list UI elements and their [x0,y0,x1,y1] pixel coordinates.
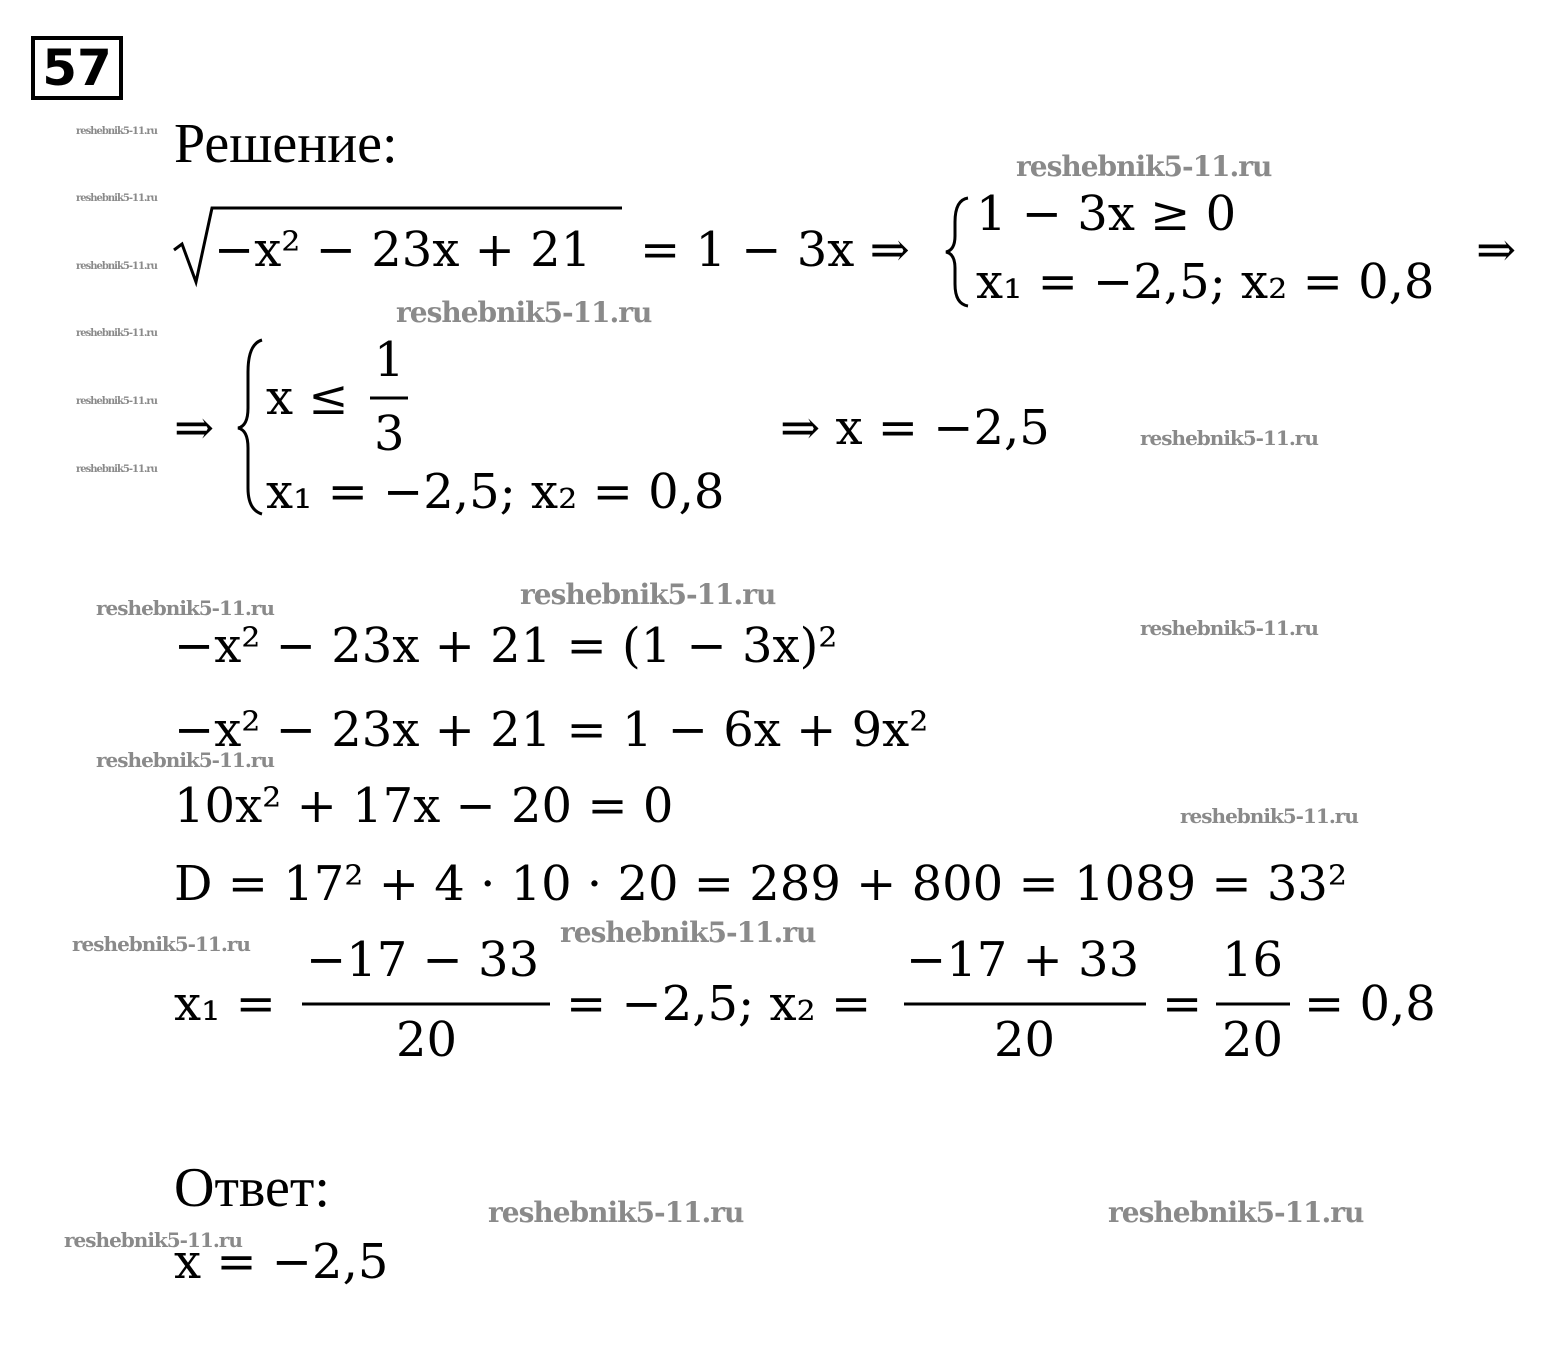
x2-equals: = [1162,976,1203,1032]
x1-label: x₁ = [174,976,276,1032]
x2-denominator: 20 [994,1012,1056,1068]
step1-trailing-arrow: ⇒ [1476,222,1517,278]
watermark: reshebnik5-11.ru [64,1228,242,1252]
watermark: reshebnik5-11.ru [72,932,250,956]
watermark: reshebnik5-11.ru [76,464,157,475]
watermark: reshebnik5-11.ru [560,916,816,949]
equation-line-1: −x² − 23x + 21 = (1 − 3x)² [174,618,838,674]
answer-value: x = −2,5 [174,1234,389,1290]
fraction-den-3: 3 [374,406,405,462]
solution-heading: Решение: [174,113,398,175]
system1-line1: 1 − 3x ≥ 0 [976,186,1237,242]
watermark: reshebnik5-11.ru [96,596,274,620]
system2-line2: x₁ = −2,5; x₂ = 0,8 [266,464,725,520]
watermark: reshebnik5-11.ru [396,296,652,329]
fraction-num-1: 1 [374,332,405,388]
watermark: reshebnik5-11.ru [520,578,776,611]
watermark: reshebnik5-11.ru [76,396,157,407]
x2-simplified-numerator: 16 [1222,932,1284,988]
x2-value: = 0,8 [1304,976,1436,1032]
radicand: −x² − 23x + 21 [214,222,592,278]
watermark: reshebnik5-11.ru [1016,150,1272,183]
watermark: reshebnik5-11.ru [1108,1196,1364,1229]
equation-line-3: 10x² + 17x − 20 = 0 [174,778,674,834]
system-brace-2 [238,340,262,514]
x1-numerator: −17 − 33 [306,932,540,988]
watermark: reshebnik5-11.ru [76,126,157,137]
discriminant-line: D = 17² + 4 · 10 · 20 = 289 + 800 = 1089 = 33² [174,856,1348,912]
step2-arrow: ⇒ [174,400,215,456]
watermark: reshebnik5-11.ru [76,193,157,204]
watermark: reshebnik5-11.ru [96,748,274,772]
x1-value: = −2,5; x₂ = [566,976,872,1032]
step1-rhs: = 1 − 3x ⇒ [640,222,910,278]
watermark: reshebnik5-11.ru [488,1196,744,1229]
x1-denominator: 20 [396,1012,458,1068]
equation-line-2: −x² − 23x + 21 = 1 − 6x + 9x² [174,702,929,758]
answer-heading: Ответ: [174,1157,330,1219]
x2-simplified-denominator: 20 [1222,1012,1284,1068]
problem-number: 57 [31,36,123,100]
watermark: reshebnik5-11.ru [1140,426,1318,450]
system-brace-1 [946,198,968,306]
watermark: reshebnik5-11.ru [76,261,157,272]
watermark: reshebnik5-11.ru [1140,616,1318,640]
system1-line2: x₁ = −2,5; x₂ = 0,8 [976,254,1435,310]
x2-numerator: −17 + 33 [906,932,1140,988]
step2-result: ⇒ x = −2,5 [780,400,1050,456]
watermark: reshebnik5-11.ru [76,328,157,339]
watermark: reshebnik5-11.ru [1180,804,1358,828]
system2-line1: x ≤ [266,370,349,426]
